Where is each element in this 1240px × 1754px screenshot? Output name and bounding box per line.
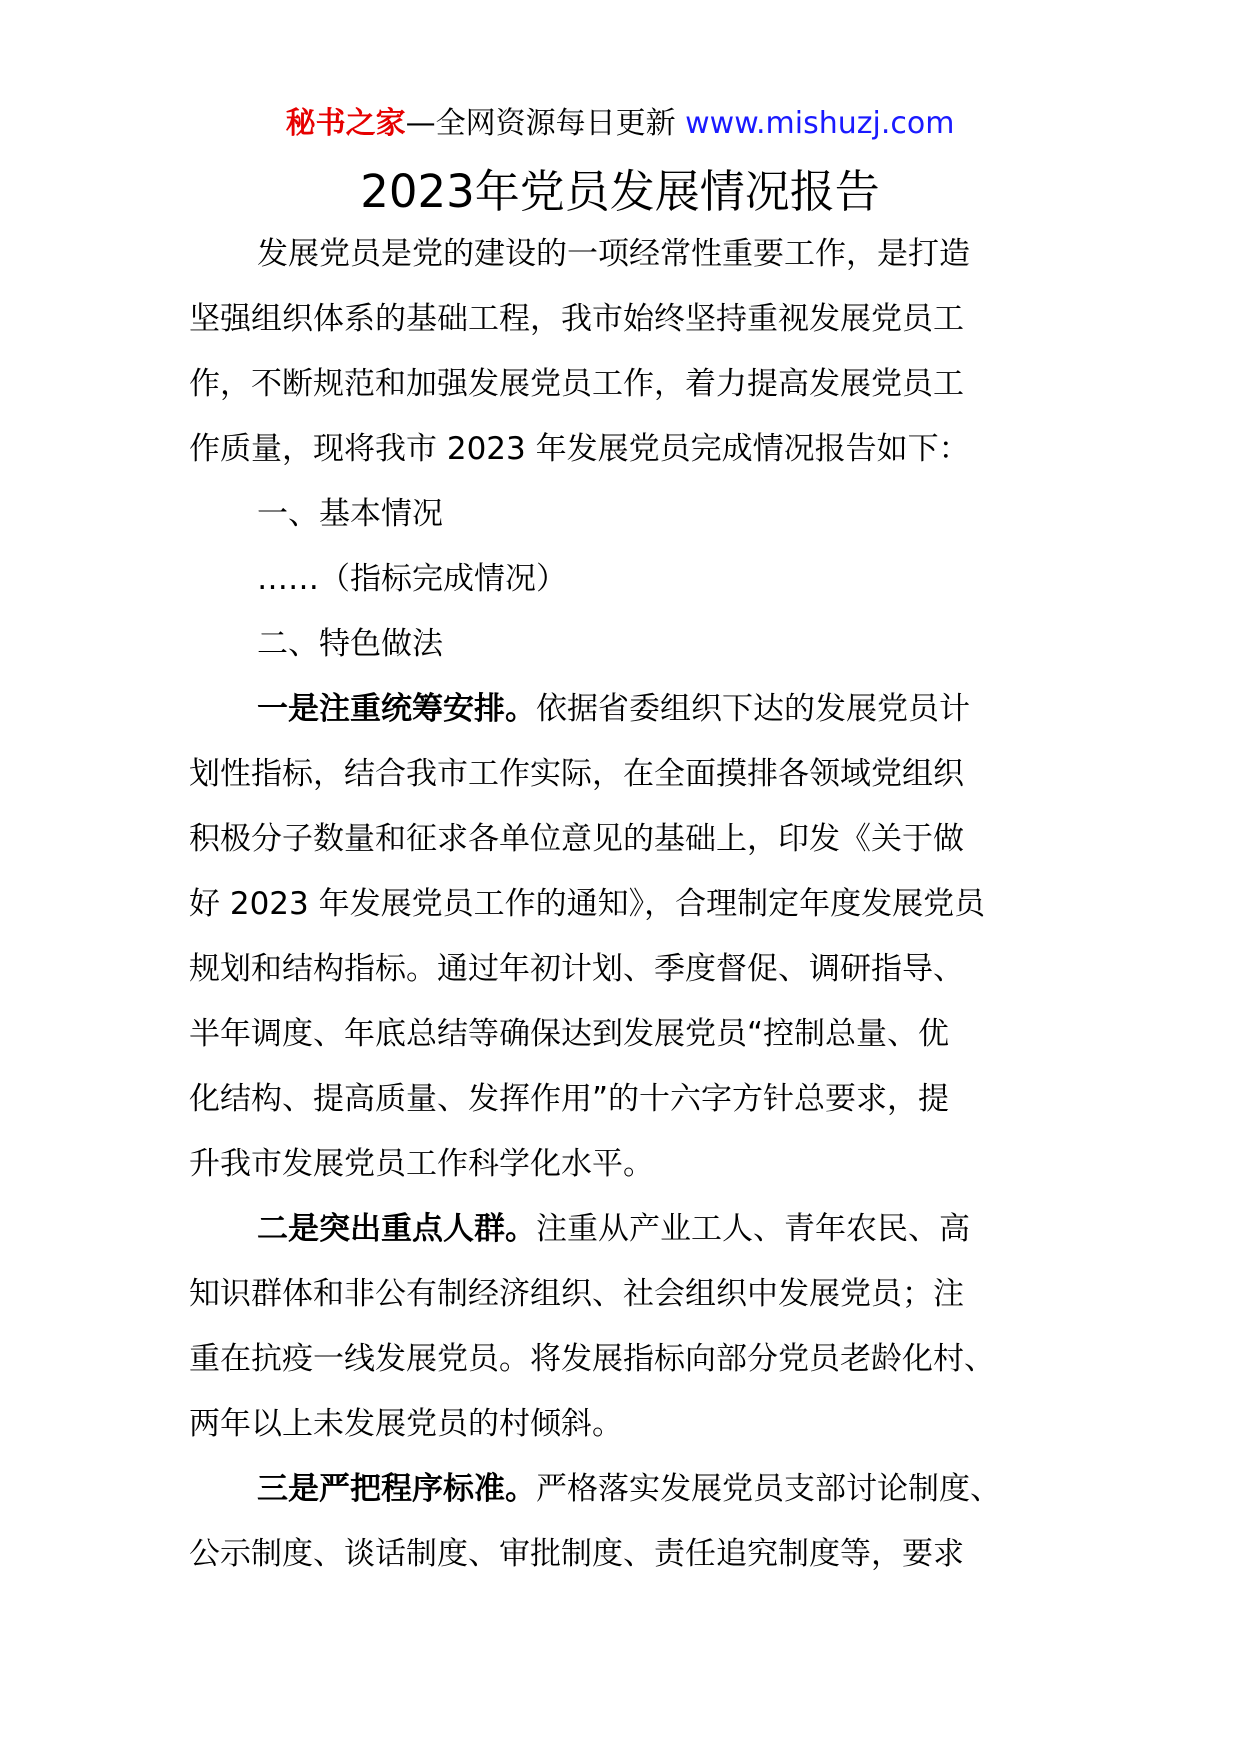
paragraph-line: 公示制度、谈话制度、审批制度、责任追究制度等，要求: [189, 1536, 964, 1572]
paragraph-line: 两年以上未发展党员的村倾斜。: [189, 1406, 623, 1442]
paragraph-text: 依据省委组织下达的发展党员计: [536, 691, 970, 727]
paragraph-line: 半年调度、年底总结等确保达到发展党员“控制总量、优: [189, 1016, 950, 1052]
site-header: [0, 104, 1240, 144]
document-body: [189, 222, 1049, 1587]
paragraph-line: 规划和结构指标。通过年初计划、季度督促、调研指导、: [189, 951, 964, 987]
site-slogan: —全网资源每日更新: [405, 106, 686, 141]
paragraph-line: [189, 677, 1049, 742]
bold-lead-first: 一是注重统筹安排。: [257, 691, 536, 727]
paragraph-line: 重在抗疫一线发展党员。将发展指标向部分党员老龄化村、: [189, 1341, 995, 1377]
document-title: 2023年党员发展情况报告: [360, 165, 880, 218]
site-brand: 秘书之家: [285, 106, 406, 141]
paragraph-line: 作质量，现将我市 2023 年发展党员完成情况报告如下：: [189, 431, 970, 467]
paragraph-line: 化结构、提高质量、发挥作用”的十六字方针总要求，提: [189, 1081, 950, 1117]
paragraph-line: 知识群体和非公有制经济组织、社会组织中发展党员；注: [189, 1276, 964, 1312]
paragraph-line: 坚强组织体系的基础工程，我市始终坚持重视发展党员工: [189, 301, 964, 337]
paragraph-line: 升我市发展党员工作科学化水平。: [189, 1146, 654, 1182]
paragraph-line: 积极分子数量和征求各单位意见的基础上，印发《关于做: [189, 821, 964, 857]
section-heading-basic: 一、基本情况: [257, 496, 443, 532]
paragraph-line: ……（指标完成情况）: [257, 561, 567, 597]
paragraph-line: 划性指标，结合我市工作实际，在全面摸排各领域党组织: [189, 756, 964, 792]
paragraph-text: 严格落实发展党员支部讨论制度、: [536, 1471, 1001, 1507]
paragraph-line: 作，不断规范和加强发展党员工作，着力提高发展党员工: [189, 366, 964, 402]
bold-lead-second: 二是突出重点人群。: [257, 1211, 536, 1247]
paragraph-line: 好 2023 年发展党员工作的通知》，合理制定年度发展党员: [189, 886, 986, 922]
section-heading-practices: 二、特色做法: [257, 626, 443, 662]
paragraph-line: [189, 1197, 1049, 1262]
bold-lead-third: 三是严把程序标准。: [257, 1471, 536, 1507]
paragraph-text: 注重从产业工人、青年农民、高: [536, 1211, 970, 1247]
paragraph-line: [189, 1457, 1049, 1522]
paragraph-line: 发展党员是党的建设的一项经常性重要工作，是打造: [257, 236, 970, 272]
site-url[interactable]: www.mishuzj.com: [685, 106, 955, 141]
